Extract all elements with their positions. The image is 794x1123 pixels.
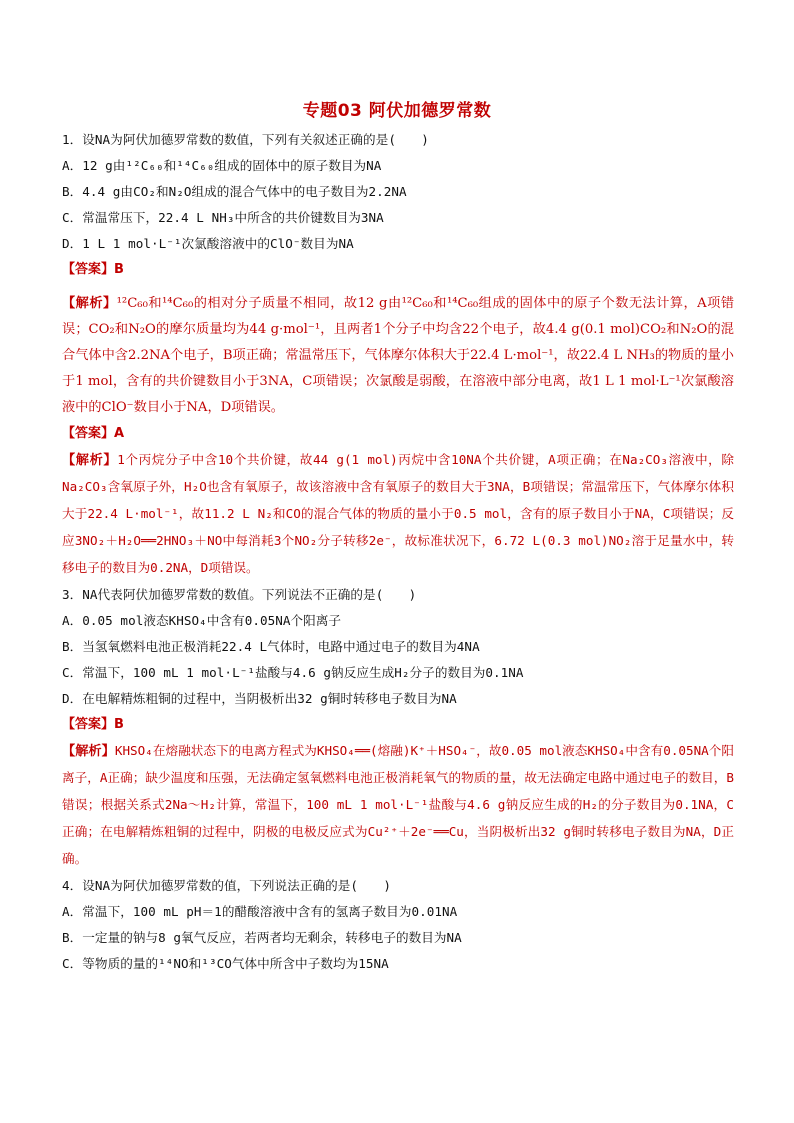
question-stem: 1．设NA为阿伏加德罗常数的数值，下列有关叙述正确的是( ) <box>62 132 429 147</box>
analysis <box>62 447 734 582</box>
analysis-label: 【解析】 <box>62 296 117 311</box>
analysis <box>62 738 734 873</box>
answer: 【答案】B <box>62 717 124 732</box>
analysis-text: ¹²C₆₀和¹⁴C₆₀的相对分子质量不相同，故12 g由¹²C₆₀和¹⁴C₆₀组成的固体中的原子个数无法计算，A项错误；CO₂和N₂O的摩尔质量均为44 g·mol⁻¹，且两者1个分子中均含22个电子，故4.4 g(0.1 mol)CO₂和N₂O的混合气体中含2.2NA个电子，B项正确；常温常压下，气体摩尔体积大于22.4 L·mol⁻¹，故22.4 L NH₃的物质的量小于1 mol，含有的共价键数目小于3NA，C项错误；次氯酸是弱酸，在溶液中部分电离，故1 L 1 mol·L⁻¹次氯酸溶液中的ClO⁻数目小于NA，D项错误。 <box>62 296 735 415</box>
answer: 【答案】B <box>62 262 124 277</box>
analysis-label: 【解析】 <box>62 453 118 468</box>
option-b: B．4.4 g由CO₂和N₂O组成的混合气体中的电子数目为2.2NA <box>62 184 407 199</box>
question-2 <box>62 421 734 582</box>
analysis-text: KHSO₄在熔融状态下的电离方程式为KHSO₄══(熔融)K⁺＋HSO₄⁻，故0.05 mol液态KHSO₄中含有0.05NA个阳离子，A正确；缺少温度和压强，无法确定氢氧燃料电池正极消耗氧气的物质的量，故无法确定电路中通过电子的数目，B错误；根据关系式2Na～H₂计算，常温下，100 mL 1 mol·L⁻¹盐酸与4.6 g钠反应生成的H₂的分子数目为0.1NA，C正确；在电解精炼粗铜的过程中，阴极的电极反应式为Cu²⁺＋2e⁻══Cu，当阴极析出32 g铜时转移电子数目为NA，D正确。 <box>62 743 734 866</box>
answer: 【答案】A <box>62 426 125 441</box>
document-body <box>62 127 734 977</box>
question-3 <box>62 582 734 873</box>
analysis <box>62 291 734 421</box>
option-c: C．等物质的量的¹⁴NO和¹³CO气体中所含中子数均为15NA <box>62 956 389 971</box>
option-a: A．12 g由¹²C₆₀和¹⁴C₆₀组成的固体中的原子数目为NA <box>62 158 382 173</box>
analysis-text: 1个丙烷分子中含10个共价键，故44 g(1 mol)丙烷中含10NA个共价键，A项正确；在Na₂CO₃溶液中，除Na₂CO₃含氧原子外，H₂O也含有氧原子，故该溶液中含有氧原子的数目大于3NA，B项错误；常温常压下，气体摩尔体积大于22.4 L·mol⁻¹，故11.2 L N₂和CO的混合气体的物质的量小于0.5 mol，含有的原子数目小于NA，C项错误；反应3NO₂＋H₂O══2HNO₃＋NO中每消耗3个NO₂分子转移2e⁻，故标准状况下，6.72 L(0.3 mol)NO₂溶于足量水中，转移电子的数目为0.2NA，D项错误。 <box>62 452 734 575</box>
option-c: C．常温常压下，22.4 L NH₃中所含的共价键数目为3NA <box>62 210 384 225</box>
question-1 <box>62 127 734 421</box>
option-a: A．0.05 mol液态KHSO₄中含有0.05NA个阳离子 <box>62 613 342 628</box>
question-4 <box>62 873 734 977</box>
option-d: D．在电解精炼粗铜的过程中，当阴极析出32 g铜时转移电子数目为NA <box>62 691 457 706</box>
option-b: B．一定量的钠与8 g氧气反应，若两者均无剩余，转移电子的数目为NA <box>62 930 462 945</box>
page-title: 专题03 阿伏加德罗常数 <box>302 101 492 121</box>
option-b: B．当氢氧燃料电池正极消耗22.4 L气体时，电路中通过电子的数目为4NA <box>62 639 480 654</box>
question-stem: 4．设NA为阿伏加德罗常数的值，下列说法正确的是( ) <box>62 878 391 893</box>
option-d: D．1 L 1 mol·L⁻¹次氯酸溶液中的ClO⁻数目为NA <box>62 236 354 251</box>
question-stem: 3．NA代表阿伏加德罗常数的数值。下列说法不正确的是( ) <box>62 587 417 602</box>
option-c: C．常温下，100 mL 1 mol·L⁻¹盐酸与4.6 g钠反应生成H₂分子的数目为0.1NA <box>62 665 524 680</box>
analysis-label: 【解析】 <box>62 744 115 759</box>
option-a: A．常温下，100 mL pH＝1的醋酸溶液中含有的氢离子数目为0.01NA <box>62 904 458 919</box>
